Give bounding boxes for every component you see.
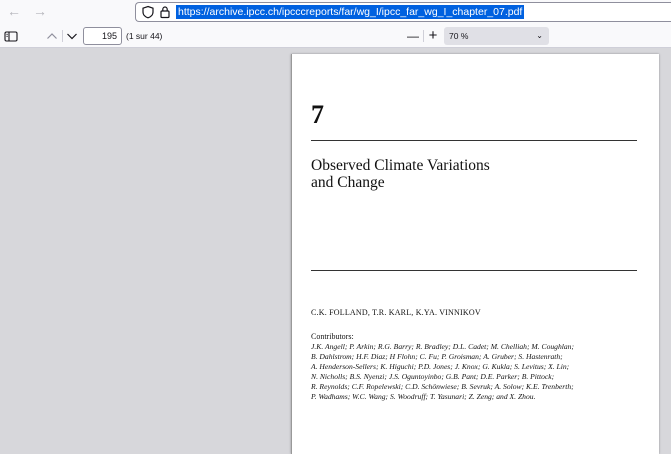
url-bar[interactable] xyxy=(135,2,671,22)
zoom-in-button[interactable]: + xyxy=(428,27,438,44)
page-count-label: (1 sur 44) xyxy=(126,31,163,41)
shield-icon[interactable] xyxy=(141,5,155,19)
contributors-line: N. Nicholls; B.S. Nyenzi; J.S. Oguntoyinbo; G.B. Pant; D.E. Parker; B. Pittock; xyxy=(311,372,555,382)
authors-line: C.K. FOLLAND, T.R. KARL, K.YA. VINNIKOV xyxy=(311,308,481,317)
bottom-rule xyxy=(311,270,637,271)
forward-arrow-icon[interactable]: → xyxy=(33,3,47,19)
next-page-icon[interactable] xyxy=(64,28,80,44)
zoom-out-button[interactable]: — xyxy=(407,29,419,43)
chapter-title xyxy=(311,157,611,191)
chapter-title-line: and Change xyxy=(311,174,385,191)
sidebar-toggle-icon[interactable] xyxy=(3,28,19,44)
chevron-down-icon: ⌄ xyxy=(536,31,543,40)
contributors-line: J.K. Angell; P. Arkin; R.G. Barry; R. Bradley; D.L. Cadet; M. Chelliah; M. Coughlan; xyxy=(311,342,575,351)
back-arrow-icon[interactable]: ← xyxy=(7,3,21,19)
url-text[interactable]: https://archive.ipcc.ch/ipcccreports/far/wg_I/ipcc_far_wg_I_chapter_07.pdf xyxy=(178,6,523,18)
page-number-input[interactable]: 195 xyxy=(83,27,122,45)
contributors-label: Contributors: xyxy=(311,332,354,341)
contributors-line: R. Reynolds; C.F. Ropelewski; C.D. Schönwiese; B. Sevruk; A. Solow; K.E. Trenberth; xyxy=(311,382,574,392)
pdf-toolbar xyxy=(0,24,671,48)
browser-nav-bar xyxy=(0,0,671,24)
chapter-title-line: Observed Climate Variations xyxy=(311,157,490,174)
pdf-viewer-area[interactable] xyxy=(0,49,671,448)
contributors-list xyxy=(311,342,641,403)
toolbar-separator xyxy=(62,30,63,42)
zoom-value: 70 % xyxy=(449,31,469,41)
toolbar-separator xyxy=(423,30,424,42)
contributors-line: B. Dahlstrom; H.F. Diaz; H Flohn; C. Fu; P. Groisman; A. Gruber; S. Hastenrath; xyxy=(311,352,563,362)
chapter-number: 7 xyxy=(311,100,324,129)
previous-page-icon[interactable] xyxy=(44,28,60,44)
contributors-line: P. Wadhams; W.C. Wang; S. Woodruff; T. Yasunari; Z. Zeng; and X. Zhou. xyxy=(311,392,536,402)
lock-icon[interactable] xyxy=(158,5,172,19)
contributors-line: A. Henderson-Sellers; K. Higuchi; P.D. Jones; J. Knox; G. Kukla; S. Levitus; X. Lin; xyxy=(311,362,570,372)
zoom-select[interactable] xyxy=(444,27,549,45)
top-rule xyxy=(311,140,637,141)
pdf-page xyxy=(291,54,659,454)
